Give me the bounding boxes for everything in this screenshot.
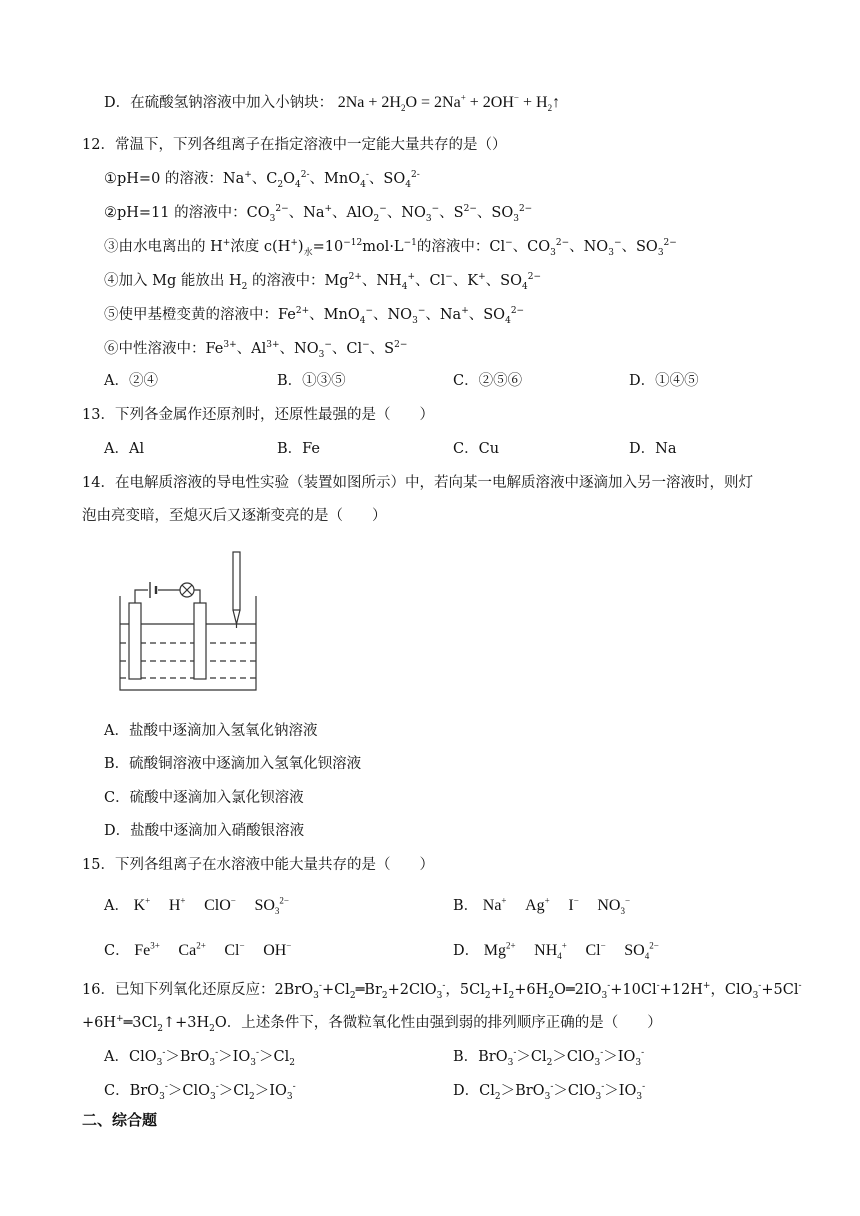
q12-option-d: D．①④⑤ (629, 373, 699, 389)
q15-b-ion-2: Ag+ (525, 895, 550, 914)
q11-option-d (104, 93, 560, 113)
q15-c-ion-2: $Ca^{2+}$ (178, 940, 206, 959)
q15-option-b-label: B． (453, 898, 479, 914)
q14-option-b: B．硫酸铜溶液中逐滴加入氢氧化钡溶液 (104, 756, 362, 772)
q15-a-ion-1: K+ (133, 895, 151, 914)
q11-option-d-label: D．在硫酸氢钠溶液中加入小钠块： (104, 95, 334, 111)
q14-option-c: C．硫酸中逐滴加入氯化钡溶液 (104, 790, 304, 806)
section-heading: 二、综合题 (82, 1111, 158, 1129)
q15-option-c-label: C． (104, 943, 130, 959)
q16-option-b: B．$BrO_3^->Cl_2>ClO_3^->IO_3^-$ (453, 1048, 645, 1068)
q16-option-c: C．$BrO_3^->ClO_3^->Cl_2>IO_3^-$ (104, 1082, 296, 1102)
q15-d-ion-2: $NH_4^+$ (534, 940, 567, 962)
q12-stem: 12．常温下，下列各组离子在指定溶液中一定能大量共存的是（） (82, 137, 507, 153)
q16-stem-line2: $+6H^+═3Cl_2↑+3H_2O$．上述条件下，各微粒氧化性由强到弱的排列顺序正确的是（ ） (82, 1014, 662, 1034)
q12-option-c: C．②⑤⑥ (453, 373, 523, 389)
q15-b-ion-3: I− (568, 895, 579, 914)
q15-d-ion-1: $Mg^{2+}$ (483, 940, 516, 959)
q15-option-a-label: A． (104, 898, 129, 914)
q15-option-c (104, 941, 305, 961)
q13-option-c: C．Cu (453, 441, 500, 457)
q14-stem-line1: 14．在电解质溶液的导电性实验（装置如图所示）中，若向某一电解质溶液中逐滴加入另一溶液时，则灯 (82, 475, 753, 491)
q15-stem: 15．下列各组离子在水溶液中能大量共存的是（ ） (82, 857, 434, 873)
q12-option-b: B．①③⑤ (277, 373, 346, 389)
q15-c-ion-4: OH− (263, 940, 292, 959)
q15-d-ion-3: Cl− (585, 940, 606, 959)
q16-stem-line1: 16．已知下列氧化还原反应：$2BrO_3^-+Cl_2═Br_2+2ClO_3^-$，$5Cl_2+I_2+6H_2O═2IO_3^-+10Cl^-+12H^+$，ClO$_3$-+5Cl- (82, 981, 802, 1001)
q14-option-d: D．盐酸中逐滴加入硝酸银溶液 (104, 823, 305, 839)
right-electrode (194, 603, 206, 679)
q12-item-5: ⑤使甲基橙变黄的溶液中：$Fe^{2+}$、MnO$_4$−、$NO_3^-$、Na+、$SO_4^{2-}$ (104, 306, 525, 326)
q12-item-4: ④加入 Mg 能放出 $H_2$ 的溶液中：$Mg^{2+}$、$NH_4^+$、Cl−、K+、$SO_4^{2-}$ (104, 272, 542, 292)
q15-option-a (104, 896, 303, 916)
q12-item-6: ⑥中性溶液中：$Fe^{3+}$、$Al^{3+}$、$NO_3^-$、Cl−、$S^{2-}$ (104, 340, 408, 360)
q13-option-b: B．Fe (277, 441, 321, 457)
q13-stem: 13．下列各金属作还原剂时，还原性最强的是（ ） (82, 407, 434, 423)
q13-option-a: A．Al (104, 441, 145, 457)
q15-option-d-label: D． (453, 943, 480, 959)
q15-b-ion-1: Na+ (482, 895, 507, 914)
q12-option-a: A．②④ (104, 373, 158, 389)
q12-item-1: ①pH=0 的溶液：Na+、$C_2O_4^{2-}$、MnO$_4$-、$SO_4^{2-}$ (104, 170, 420, 190)
q15-b-ion-4: $NO_3^-$ (597, 895, 631, 917)
q15-a-ion-3: ClO− (204, 895, 236, 914)
q15-a-ion-2: H+ (168, 895, 186, 914)
q12-item-2: ②pH=11 的溶液中：$CO_3^{2-}$、Na+、AlO$_2$−、$NO_3^-$、$S^{2-}$、$SO_3^{2-}$ (104, 204, 533, 224)
q12-item-3: ③由水电离出的 H+浓度 $c(H^+)_水=10^{-12}mol\cdot L^{-1}$的溶液中：Cl−、$CO_3^{2-}$、$NO_3^-$、$SO_3^{2-}$ (104, 238, 677, 258)
q15-a-ion-4: $SO_3^{2-}$ (254, 895, 289, 917)
q16-option-d: D．$Cl_2>BrO_3^->ClO_3^->IO_3^-$ (453, 1082, 646, 1102)
q15-c-ion-1: $Fe^{3+}$ (134, 940, 160, 959)
conductivity-apparatus-figure (112, 548, 262, 696)
left-electrode (129, 603, 141, 679)
q13-option-d: D．Na (629, 441, 677, 457)
q15-option-d (453, 941, 673, 961)
dropper-icon (233, 552, 240, 610)
q15-d-ion-4: $SO_4^{2-}$ (624, 940, 659, 962)
q11-option-d-equation: $2Na + 2H_2O = 2Na^+ + 2OH^-$ + $H_2↑$ (337, 92, 561, 114)
q14-stem-line2: 泡由亮变暗，至熄灭后又逐渐变亮的是（ ） (82, 508, 387, 524)
q15-c-ion-3: Cl− (224, 940, 245, 959)
q14-option-a: A．盐酸中逐滴加入氢氧化钠溶液 (104, 723, 318, 739)
q15-option-b (453, 896, 644, 916)
q16-option-a: A．$ClO_3^->BrO_3^->IO_3^->Cl_2$ (104, 1048, 296, 1068)
